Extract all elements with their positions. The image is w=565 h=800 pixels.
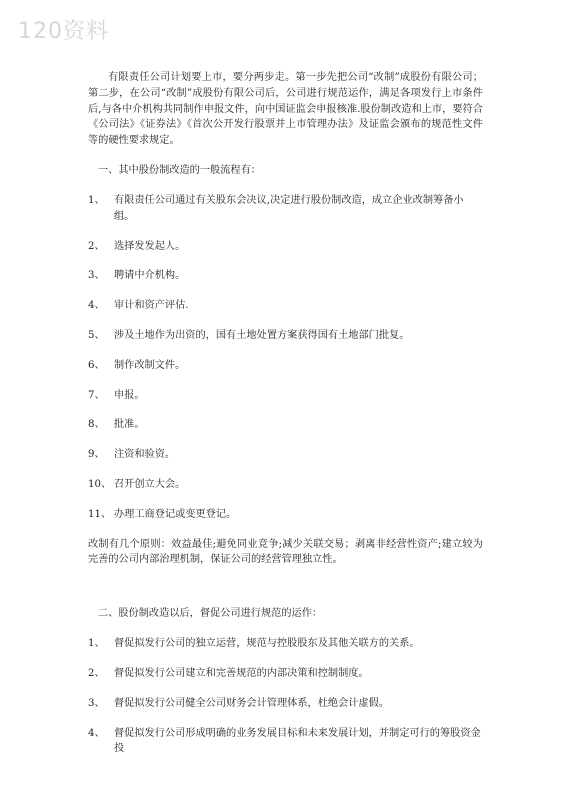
principles-paragraph: 改制有几个原则：效益最佳;避免同业竞争;减少关联交易；剥离非经营性资产;建立较为完善的公司内部治理机制，保证公司的经营管理独立性。 bbox=[88, 538, 483, 566]
list-item-text: 聘请中介机构。 bbox=[114, 270, 186, 282]
list-item-text: 督促拟发行公司的独立运营，规范与控股股东及其他关联方的关系。 bbox=[114, 638, 420, 650]
list-item-number: 2、 bbox=[88, 240, 105, 252]
list-item-number: 4、 bbox=[88, 727, 105, 739]
list-item bbox=[88, 447, 483, 463]
list-item-text: 注资和验资。 bbox=[114, 449, 176, 461]
list-item-number: 1、 bbox=[88, 638, 105, 650]
list-item-number: 8、 bbox=[88, 419, 105, 431]
list-item bbox=[88, 507, 483, 523]
list-item-number: 9、 bbox=[88, 449, 105, 461]
intro-paragraph: 有限责任公司计划要上市，要分两步走。第一步先把公司“改制”成股份有限公司；第二步，在公司“改制”成股份有限公司后，公司进行规范运作，满足各项发行上市条件后,与各中介机构共同制作申报文件，向中国证监会申报核准.股份制改造和上市，要符合《公司法》《证券法》《首次公开发行股票并上市管理办法》及证监会颁布的规范性文件等的硬性要求规定。 bbox=[88, 72, 483, 147]
section-heading-2: 二、股份制改造以后，督促公司进行规范的运作： bbox=[98, 608, 323, 620]
list-item-number: 2、 bbox=[88, 667, 105, 679]
list-item bbox=[88, 636, 483, 652]
list-item-text: 办理工商登记或变更登记。 bbox=[114, 508, 237, 520]
list-item bbox=[88, 696, 483, 712]
list-item bbox=[88, 477, 483, 493]
list-item bbox=[88, 239, 483, 255]
list-item-text: 批准。 bbox=[114, 419, 145, 431]
watermark-logo: 120资料 bbox=[18, 19, 109, 44]
list-item-number: 10、 bbox=[88, 479, 112, 490]
list-item-text: 审计和资产评估. bbox=[114, 300, 189, 312]
list-item-number: 7、 bbox=[88, 389, 105, 401]
list-item-text: 有限责任公司通过有关股东会决议,决定进行股份制改造，成立企业改制筹备小组。 bbox=[114, 194, 464, 222]
list-item bbox=[88, 666, 483, 682]
list-item bbox=[88, 193, 483, 225]
list-item-text: 督促拟发行公司健全公司财务会计管理体系，杜绝会计虚假。 bbox=[114, 697, 390, 709]
section-heading-1: 一、其中股份制改造的一般流程有： bbox=[98, 165, 261, 177]
list-item-text: 申报。 bbox=[114, 389, 145, 401]
list-item-number: 11、 bbox=[88, 508, 112, 520]
list-item bbox=[88, 298, 483, 314]
list-item-number: 5、 bbox=[88, 329, 105, 341]
list-item-number: 6、 bbox=[88, 359, 105, 371]
list-item-text: 督促拟发行公司建立和完善规范的内部决策和控制制度。 bbox=[114, 667, 369, 679]
list-item-number: 4、 bbox=[88, 300, 105, 312]
list-item bbox=[88, 268, 483, 284]
list-item-number: 3、 bbox=[88, 270, 105, 282]
list-item-text: 选择发发起人。 bbox=[114, 240, 186, 252]
list-item bbox=[88, 726, 483, 758]
list-item bbox=[88, 358, 483, 374]
operation-list bbox=[88, 636, 483, 757]
list-item bbox=[88, 417, 483, 433]
list-item-text: 督促拟发行公司形成明确的业务发展目标和未来发展计划，并制定可行的筹股资金投 bbox=[114, 727, 481, 755]
list-item-text: 召开创立大会。 bbox=[114, 479, 186, 490]
list-item bbox=[88, 388, 483, 404]
process-list bbox=[88, 193, 483, 523]
list-item-text: 制作改制文件。 bbox=[114, 359, 186, 371]
list-item-number: 3、 bbox=[88, 697, 105, 709]
list-item bbox=[88, 328, 483, 344]
list-item-text: 涉及土地作为出资的，国有土地处置方案获得国有土地部门批复。 bbox=[114, 329, 410, 341]
document-body bbox=[88, 70, 483, 771]
list-item-number: 1、 bbox=[88, 194, 105, 206]
